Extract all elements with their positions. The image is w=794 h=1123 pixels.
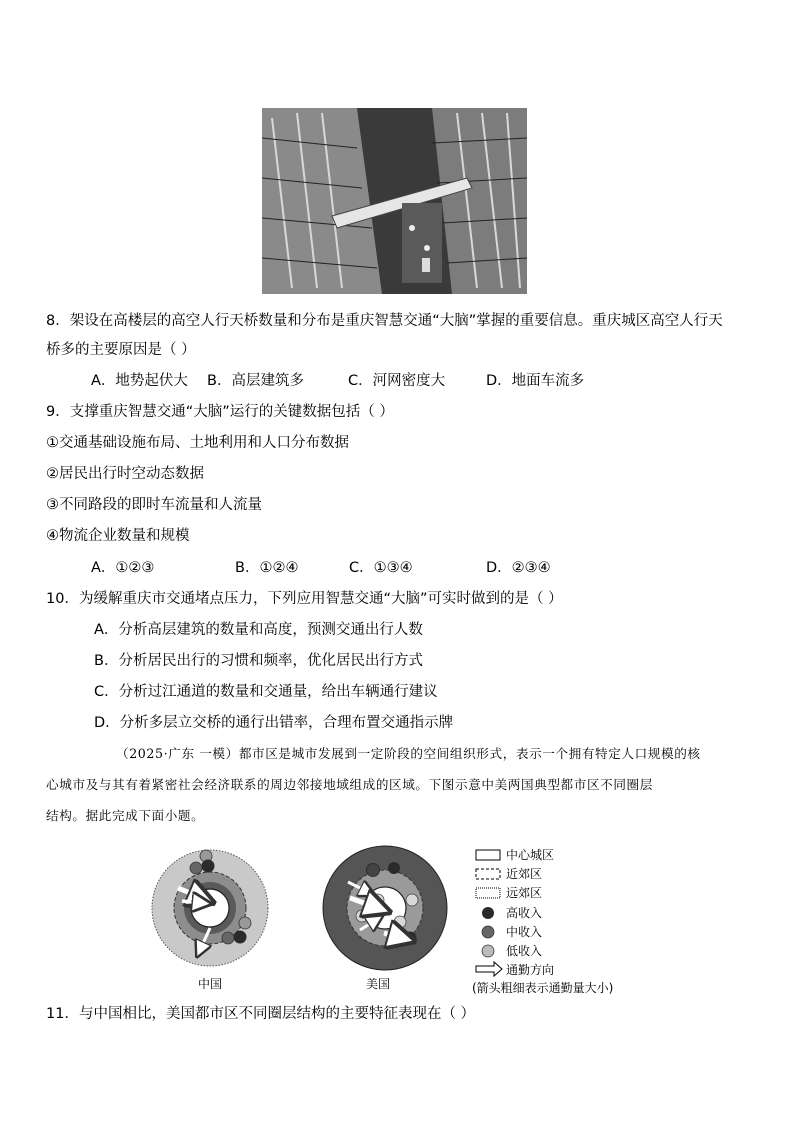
q10-option-b[interactable]: B．分析居民出行的习惯和频率，优化居民出行方式 — [94, 653, 423, 669]
usa-label: 美国 — [366, 977, 391, 991]
q9-item-4: ④物流企业数量和规模 — [46, 528, 190, 544]
q9-option-a[interactable]: A．①②③ — [91, 560, 155, 576]
q9-item-3: ③不同路段的即时车流量和人流量 — [46, 497, 262, 513]
legend-inner-suburb-swatch — [476, 869, 500, 879]
q9-item-2: ②居民出行时空动态数据 — [46, 466, 204, 482]
china-low-income-dot — [239, 917, 251, 929]
china-commute-arrow — [182, 901, 202, 903]
legend-outer-suburb-swatch — [476, 888, 500, 898]
passage-line1: （2025·广东 一模）都市区是城市发展到一定阶段的空间组织形式，表示一个拥有特定人口规模的核 — [116, 746, 701, 761]
q8-option-d[interactable]: D．地面车流多 — [486, 373, 585, 389]
legend-inner-suburb: 近郊区 — [506, 867, 543, 881]
usa-low-income-dot — [406, 894, 418, 906]
usa-high-income-dot — [404, 932, 417, 945]
legend-outer-suburb: 远郊区 — [506, 886, 543, 900]
q8-option-b[interactable]: B．高层建筑多 — [207, 373, 304, 389]
legend-high-income: 高收入 — [506, 906, 543, 920]
legend-high-income-dot — [482, 907, 494, 919]
china-label: 中国 — [198, 977, 223, 991]
q10-stem: 10．为缓解重庆市交通堵点压力，下列应用智慧交通“大脑”可实时做到的是（ ） — [46, 591, 563, 607]
q9-option-c[interactable]: C．①③④ — [349, 560, 413, 576]
q9-stem: 9．支撑重庆智慧交通“大脑”运行的关键数据包括（ ） — [46, 404, 394, 420]
usa-high-income-dot — [388, 862, 400, 874]
q9-item-1: ①交通基础设施布局、土地利用和人口分布数据 — [46, 435, 349, 451]
passage-line3: 结构。据此完成下面小题。 — [46, 808, 205, 823]
usa-mid-income-dot — [367, 864, 380, 877]
passage-line2: 心城市及与其有着紧密社会经济联系的周边邻接地域组成的区域。下图示意中美两国典型都市区不同圈层 — [46, 777, 653, 792]
legend-mid-income-dot — [482, 926, 494, 938]
china-ring-diagram — [152, 850, 268, 991]
q8-options — [91, 371, 584, 391]
q10-option-d[interactable]: D．分析多层立交桥的通行出错率，合理布置交通指示牌 — [94, 715, 454, 731]
metro-area-ring-diagram — [140, 838, 660, 998]
legend-central-city: 中心城区 — [506, 848, 555, 862]
legend-commute-arrow-icon — [476, 962, 502, 976]
skywalk-aerial-photo — [262, 108, 527, 294]
q8-option-a[interactable]: A．地势起伏大 — [91, 373, 188, 389]
legend-low-income-dot — [482, 945, 494, 957]
q8-option-c[interactable]: C．河网密度大 — [348, 373, 446, 389]
legend-commute-direction: 通勤方向 — [506, 963, 555, 977]
usa-low-income-dot — [356, 910, 368, 922]
usa-ring-diagram — [323, 846, 447, 991]
china-high-income-dot — [234, 931, 247, 944]
legend-central-city-swatch — [476, 850, 500, 860]
q10-option-c[interactable]: C．分析过江通道的数量和交通量，给出车辆通行建议 — [94, 684, 438, 700]
q9-option-d[interactable]: D．②③④ — [486, 560, 551, 576]
q8-stem-line2: 桥多的主要原因是（ ） — [46, 342, 196, 358]
legend-note: (箭头粗细表示通勤量大小) — [472, 981, 614, 995]
q11-stem: 11．与中国相比，美国都市区不同圈层结构的主要特征表现在（ ） — [46, 1006, 476, 1022]
q9-option-b[interactable]: B．①②④ — [235, 560, 299, 576]
china-mid-income-dot — [222, 932, 234, 944]
legend-mid-income: 中收入 — [506, 925, 543, 939]
q10-option-a[interactable]: A．分析高层建筑的数量和高度，预测交通出行人数 — [94, 622, 423, 638]
legend-low-income: 低收入 — [506, 944, 543, 958]
q8-stem-line1: 8．架设在高楼层的高空人行天桥数量和分布是重庆智慧交通“大脑”掌握的重要信息。重庆城区高空人行天 — [46, 313, 723, 329]
q9-options — [91, 558, 551, 578]
usa-low-income-dot — [394, 916, 406, 928]
china-high-income-dot — [202, 860, 215, 873]
china-mid-income-dot — [190, 862, 202, 874]
diagram-legend — [472, 847, 613, 995]
